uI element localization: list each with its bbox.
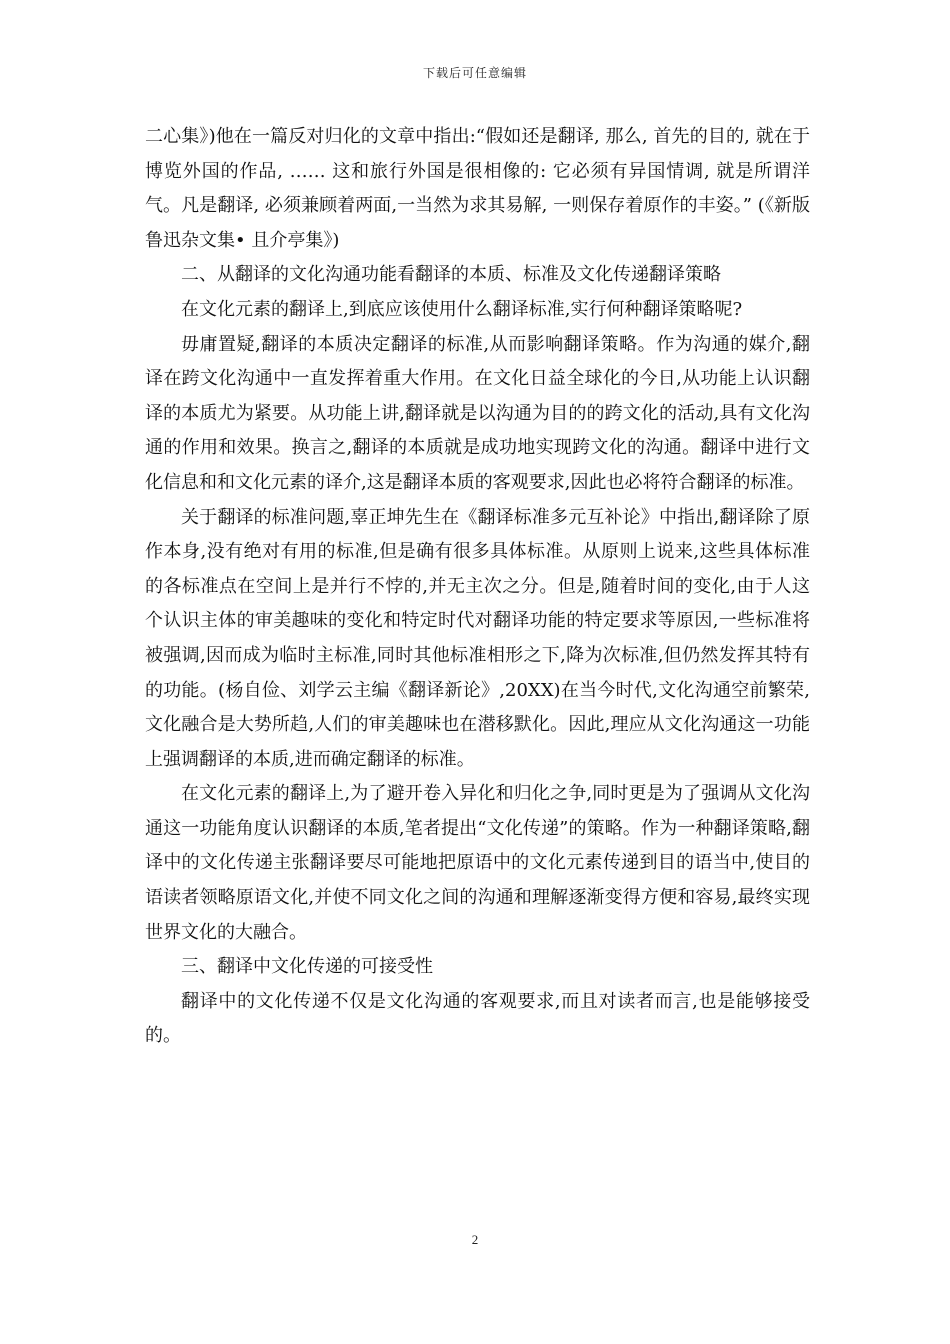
paragraph: 翻译中的文化传递不仅是文化沟通的客观要求,而且对读者而言,也是能够接受的。 [145, 990, 810, 1047]
page-number: 2 [471, 1232, 479, 1247]
paragraph: 在文化元素的翻译上,到底应该使用什么翻译标准,实行何种翻译策略呢? [181, 298, 743, 320]
paragraph: 关于翻译的标准问题,辜正坤先生在《翻译标准多元互补论》中指出,翻译除了原作本身,没有绝对有用的标准,但是确有很多具体标准。从原则上说来,这些具体标准的各标准点在空间上是并行不悖的,并无主次之分。但是,随着时间的变化,由于人这个认识主体的审美趣味的变化和特定时代对翻译功能的特定要求等原因,一些标准将被强调,因而成为临时主标准,同时其他标准相形之下,降为次标准,但仍然发挥其特有的功能。(杨自俭、刘学云主编《翻译新论》,20XX)在当今时代,文化沟通空前繁荣,文化融合是大势所趋,人们的审美趣味也在潜移默化。因此,理应从文化沟通这一功能上强调翻译的本质,进而确定翻译的标准。 [145, 506, 810, 770]
paragraph: 在文化元素的翻译上,为了避开卷入异化和归化之争,同时更是为了强调从文化沟通这一功能角度认识翻译的本质,笔者提出“文化传递”的策略。作为一种翻译策略,翻译中的文化传递主张翻译要尽可能地把原语中的文化元素传递到目的语当中,使目的语读者领略原语文化,并使不同文化之间的沟通和理解逐渐变得方便和容易,最终实现世界文化的大融合。 [145, 783, 810, 943]
section-heading-3: 三、翻译中文化传递的可接受性 [181, 956, 433, 978]
section-heading-2: 二、从翻译的文化沟通功能看翻译的本质、标准及文化传递翻译策略 [181, 264, 721, 286]
paragraph: 毋庸置疑,翻译的本质决定翻译的标准,从而影响翻译策略。作为沟通的媒介,翻译在跨文化沟通中一直发挥着重大作用。在文化日益全球化的今日,从功能上认识翻译的本质尤为紧要。从功能上讲,翻译就是以沟通为目的的跨文化的活动,具有文化沟通的作用和效果。换言之,翻译的本质就是成功地实现跨文化的沟通。翻译中进行文化信息和和文化元素的译介,这是翻译本质的客观要求,因此也必将符合翻译的标准。 [145, 333, 810, 493]
page-header: 下载后可任意编辑 [422, 66, 527, 80]
paragraph-continuation: 二心集》)他在一篇反对归化的文章中指出:“假如还是翻译, 那么, 首先的目的, 就在于博览外国的作品, …… 这和旅行外国是很相像的: 它必须有异国情调, 就是所谓洋气。凡是翻译, 必须兼顾着两面,一当然为求其易解, 一则保存着原作的丰姿。” (《新版鲁迅杂文集• 且介亭集》) [145, 126, 810, 251]
document-body [145, 120, 810, 1054]
